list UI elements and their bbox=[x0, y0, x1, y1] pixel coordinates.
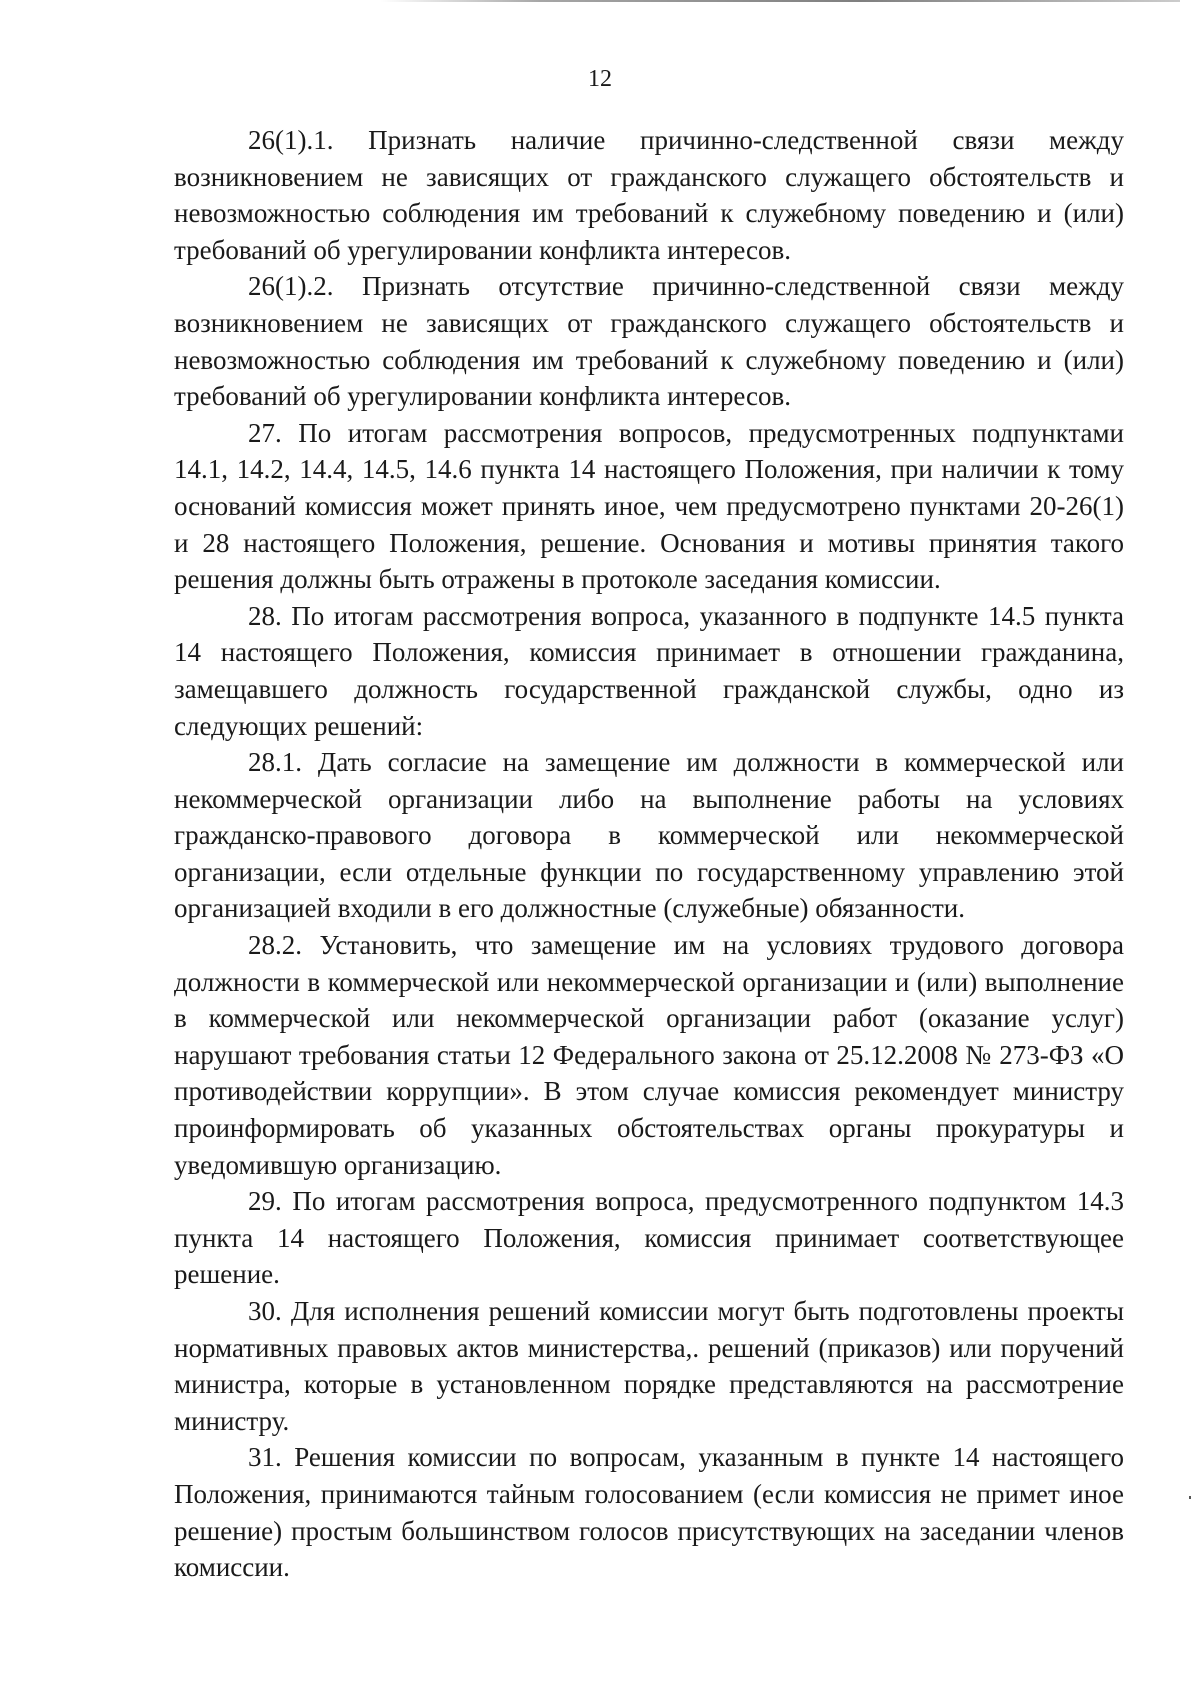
paragraph-26-1-1: 26(1).1. Признать наличие причинно-следственной связи между возникновением не зависящих от гражданского служащего обстоятельств и невозможностью соблюдения им требований к служебному поведению и (или) требований об урегулировании конфликта интересов. bbox=[174, 125, 1124, 265]
paragraph-28-2: 28.2. Установить, что замещение им на условиях трудового договора должности в коммерческой или некоммерческой организации и (или) выполнение в коммерческой или некоммерческой организации работ (оказание услуг) нарушают требования статьи 12 Федерального закона от 25.12.2008 № 273-ФЗ «О противодействии коррупции». В этом случае комиссия рекомендует министру проинформировать об указанных обстоятельствах органы прокуратуры и уведомившую организацию. bbox=[174, 930, 1124, 1180]
paragraph-29: 29. По итогам рассмотрения вопроса, предусмотренного подпунктом 14.3 пункта 14 настоящего Положения, комиссия принимает соответствующее решение. bbox=[174, 1186, 1124, 1290]
page-number: 12 bbox=[588, 66, 612, 92]
scan-edge-shadow bbox=[380, 0, 1180, 2]
paragraph-28-1: 28.1. Дать согласие на замещение им должности в коммерческой или некоммерческой организации либо на выполнение работы на условиях гражданско-правового договора в коммерческой или некоммерческой организации, если отдельные функции по государственному управлению этой организацией входили в его должностные (служебные) обязанности. bbox=[174, 747, 1124, 924]
paragraph-28: 28. По итогам рассмотрения вопроса, указанного в подпункте 14.5 пункта 14 настоящего Положения, комиссия принимает в отношении гражданина, замещавшего должность государственной гражданской службы, одно из следующих решений: bbox=[174, 600, 1124, 741]
paragraph-27: 27. По итогам рассмотрения вопросов, предусмотренных подпунктами 14.1, 14.2, 14.4, 14.5, 14.6 пункта 14 настоящего Положения, при наличии к тому оснований комиссия может принять иное, чем предусмотрено пунктами 20-26(1) и 28 настоящего Положения, решение. Основания и мотивы принятия такого решения должны быть отражены в протоколе заседания комиссии. bbox=[174, 417, 1124, 595]
paragraph-31: 31. Решения комиссии по вопросам, указанным в пункте 14 настоящего Положения, принимаются тайным голосованием (если комиссия не примет иное решение) простым большинством голосов присутствующих на заседании членов комиссии. bbox=[174, 1442, 1124, 1583]
document-body bbox=[174, 122, 1124, 1586]
paragraph-30: 30. Для исполнения решений комиссии могут быть подготовлены проекты нормативных правовых актов министерства,. решений (приказов) или поручений министра, которые в установленном порядке представляются на рассмотрение министру. bbox=[174, 1296, 1124, 1436]
paragraph-26-1-2: 26(1).2. Признать отсутствие причинно-следственной связи между возникновением не зависящих от гражданского служащего обстоятельств и невозможностью соблюдения им требований к служебному поведению и (или) требований об урегулировании конфликта интересов. bbox=[174, 271, 1124, 412]
scan-speck bbox=[1189, 1496, 1191, 1499]
